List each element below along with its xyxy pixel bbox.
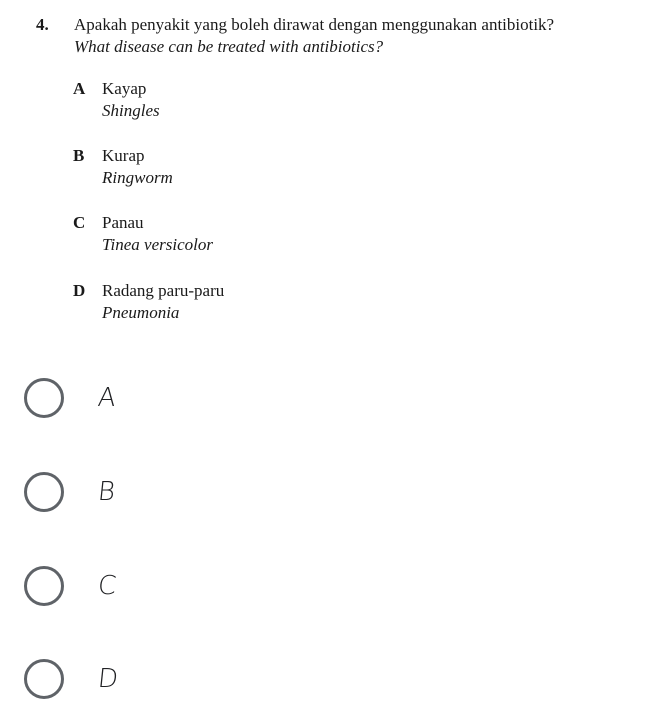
choice-b[interactable] (24, 469, 116, 515)
option-a (73, 78, 473, 122)
option-text-english: Tinea versicolor (102, 235, 213, 254)
radio-button-c[interactable] (24, 566, 64, 606)
question-number: 4. (36, 15, 49, 34)
option-text-malay: Kayap (102, 79, 147, 98)
option-letter: B (73, 146, 85, 165)
option-text-english: Shingles (102, 101, 160, 120)
option-letter: C (73, 213, 86, 232)
choice-label-b[interactable]: B (96, 477, 118, 507)
choice-label-c[interactable]: C (96, 571, 119, 601)
question-text-english: What disease can be treated with antibiotics? (74, 37, 384, 56)
radio-button-d[interactable] (24, 659, 64, 699)
choice-a[interactable] (24, 375, 116, 421)
choice-c[interactable] (24, 563, 117, 609)
option-text-malay: Radang paru-paru (102, 281, 225, 300)
option-b (73, 145, 473, 189)
choice-d[interactable] (24, 656, 119, 702)
question-text-malay: Apakah penyakit yang boleh dirawat dengan menggunakan antibiotik? (74, 15, 555, 34)
option-c (73, 212, 473, 256)
choice-label-a[interactable]: A (96, 383, 118, 413)
option-text-english: Pneumonia (102, 303, 180, 322)
question-image (36, 14, 636, 58)
option-text-malay: Kurap (102, 146, 145, 165)
radio-button-a[interactable] (24, 378, 64, 418)
radio-button-b[interactable] (24, 472, 64, 512)
question-line (36, 14, 636, 36)
option-letter: D (73, 281, 86, 300)
option-letter: A (73, 79, 86, 98)
choice-label-d[interactable]: D (96, 664, 121, 694)
option-text-english: Ringworm (102, 168, 173, 187)
option-text-malay: Panau (102, 213, 144, 232)
option-d (73, 280, 473, 324)
